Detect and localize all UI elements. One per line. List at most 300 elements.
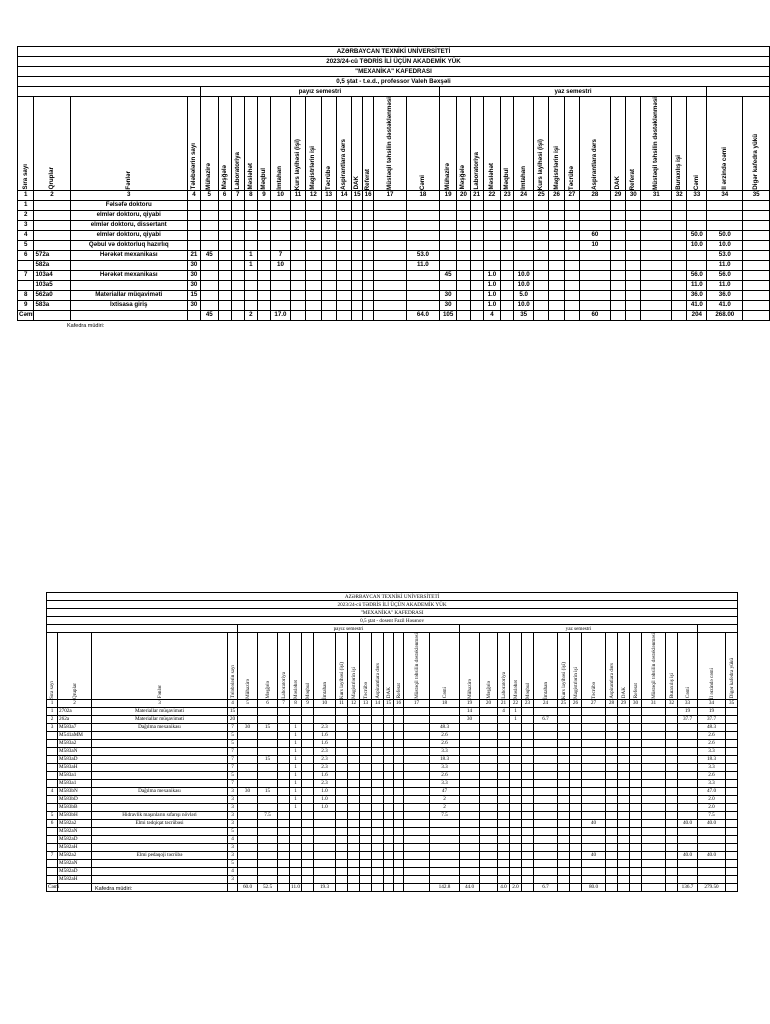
table-cell bbox=[360, 771, 372, 779]
column-header bbox=[439, 97, 457, 191]
table-cell bbox=[278, 731, 290, 739]
table-cell: 7 bbox=[47, 851, 58, 859]
table-cell bbox=[678, 867, 698, 875]
column-header bbox=[610, 97, 625, 191]
table-cell bbox=[641, 240, 672, 250]
total-cell bbox=[348, 883, 360, 891]
table-cell: 7.5 bbox=[698, 811, 726, 819]
table-cell bbox=[258, 715, 278, 723]
table-cell: 2.6 bbox=[430, 739, 460, 747]
table-row bbox=[18, 200, 770, 210]
table-cell bbox=[352, 210, 363, 220]
table-cell bbox=[558, 811, 570, 819]
table-cell bbox=[618, 747, 630, 755]
table-cell bbox=[534, 835, 558, 843]
column-number: 2 bbox=[34, 190, 70, 200]
table-cell bbox=[430, 715, 460, 723]
table-cell bbox=[374, 230, 407, 240]
table-cell: 47.0 bbox=[698, 787, 726, 795]
table-cell bbox=[306, 280, 321, 290]
table-cell bbox=[231, 220, 244, 230]
table-cell bbox=[582, 811, 606, 819]
total-cell bbox=[726, 883, 738, 891]
column-header bbox=[580, 97, 611, 191]
table-cell bbox=[336, 827, 348, 835]
table-row bbox=[18, 280, 770, 290]
table-cell bbox=[404, 747, 430, 755]
table-cell bbox=[348, 707, 360, 715]
table-cell bbox=[336, 707, 348, 715]
t1-title-line: "MEXANİKA" KAFEDRASI bbox=[18, 67, 770, 77]
table-cell bbox=[384, 763, 394, 771]
table-cell bbox=[278, 771, 290, 779]
table-cell bbox=[666, 811, 678, 819]
table-cell: 103a5 bbox=[34, 280, 70, 290]
total-cell: 45 bbox=[201, 310, 219, 320]
table-cell bbox=[480, 755, 498, 763]
table-cell bbox=[726, 723, 738, 731]
table-cell bbox=[238, 843, 258, 851]
table-cell bbox=[470, 270, 483, 280]
table-cell bbox=[360, 827, 372, 835]
total-cell: 268.00 bbox=[707, 310, 743, 320]
table-cell bbox=[336, 240, 351, 250]
table-cell: 4 bbox=[498, 707, 510, 715]
table-cell bbox=[278, 779, 290, 787]
table-cell bbox=[630, 859, 642, 867]
table-cell bbox=[348, 731, 360, 739]
table-cell bbox=[480, 715, 498, 723]
table-cell bbox=[290, 707, 302, 715]
table-cell bbox=[406, 280, 439, 290]
table-cell bbox=[257, 280, 270, 290]
table-cell bbox=[258, 867, 278, 875]
table-cell bbox=[510, 819, 522, 827]
table-cell bbox=[549, 240, 564, 250]
table-cell bbox=[314, 843, 336, 851]
table-cell bbox=[201, 220, 219, 230]
table-cell bbox=[642, 851, 666, 859]
table-cell bbox=[480, 731, 498, 739]
column-number: 10 bbox=[314, 699, 336, 707]
table-cell bbox=[549, 280, 564, 290]
table-cell bbox=[336, 875, 348, 883]
column-number: 14 bbox=[372, 699, 384, 707]
table-cell bbox=[290, 859, 302, 867]
column-header-label: Məqbul bbox=[524, 682, 531, 699]
table-cell bbox=[244, 200, 257, 210]
table-cell bbox=[384, 851, 394, 859]
table-cell bbox=[564, 290, 579, 300]
table-cell bbox=[258, 835, 278, 843]
column-header bbox=[290, 633, 302, 700]
table-cell bbox=[336, 290, 351, 300]
table-cell bbox=[460, 827, 480, 835]
table-cell bbox=[302, 747, 314, 755]
column-header bbox=[228, 633, 238, 700]
table-cell bbox=[336, 851, 348, 859]
table-cell bbox=[302, 843, 314, 851]
table-cell bbox=[336, 723, 348, 731]
table-cell bbox=[641, 200, 672, 210]
table-cell bbox=[641, 260, 672, 270]
table-cell bbox=[47, 859, 58, 867]
column-number: 26 bbox=[549, 190, 564, 200]
table-cell bbox=[372, 771, 384, 779]
table-cell bbox=[404, 803, 430, 811]
table-cell bbox=[404, 819, 430, 827]
table-cell bbox=[558, 827, 570, 835]
table-cell bbox=[187, 200, 200, 210]
column-number: 5 bbox=[238, 699, 258, 707]
table-cell bbox=[257, 250, 270, 260]
table-cell bbox=[394, 755, 404, 763]
table-cell bbox=[231, 200, 244, 210]
column-header-label: İmtahan bbox=[276, 166, 284, 190]
column-number: 3 bbox=[92, 699, 228, 707]
table-cell bbox=[218, 220, 231, 230]
table-cell bbox=[34, 200, 70, 210]
column-number: 27 bbox=[582, 699, 606, 707]
column-number: 33 bbox=[678, 699, 698, 707]
table-cell bbox=[457, 210, 470, 220]
table-cell bbox=[580, 260, 611, 270]
table-cell bbox=[238, 707, 258, 715]
table-cell: 40.0 bbox=[678, 819, 698, 827]
table-cell bbox=[522, 867, 534, 875]
table-cell bbox=[630, 739, 642, 747]
table-cell bbox=[460, 771, 480, 779]
table-cell bbox=[360, 787, 372, 795]
table-cell bbox=[404, 867, 430, 875]
table-cell bbox=[672, 230, 687, 240]
table-cell bbox=[348, 763, 360, 771]
column-number: 21 bbox=[498, 699, 510, 707]
table-cell bbox=[534, 723, 558, 731]
table-cell bbox=[406, 300, 439, 310]
table-cell bbox=[687, 210, 707, 220]
table-cell bbox=[306, 240, 321, 250]
table-cell bbox=[238, 875, 258, 883]
total-cell bbox=[610, 310, 625, 320]
table-cell: 40.0 bbox=[698, 851, 726, 859]
table-cell bbox=[678, 747, 698, 755]
table-cell bbox=[743, 200, 770, 210]
table-cell bbox=[498, 723, 510, 731]
table-cell: 3 bbox=[228, 819, 238, 827]
table-cell bbox=[570, 779, 582, 787]
table-cell bbox=[470, 200, 483, 210]
table-cell bbox=[384, 787, 394, 795]
table-cell bbox=[672, 260, 687, 270]
column-header-label: Məsləhət bbox=[512, 679, 519, 699]
column-number: 11 bbox=[336, 699, 348, 707]
total-cell bbox=[642, 883, 666, 891]
table-cell bbox=[372, 731, 384, 739]
table-cell bbox=[610, 240, 625, 250]
table-cell bbox=[606, 835, 618, 843]
total-cell bbox=[257, 310, 270, 320]
table-cell bbox=[610, 270, 625, 280]
table-cell bbox=[726, 787, 738, 795]
table-cell bbox=[642, 819, 666, 827]
table-cell: 48.3 bbox=[430, 723, 460, 731]
table-row bbox=[18, 290, 770, 300]
table-cell bbox=[570, 731, 582, 739]
column-number: 30 bbox=[626, 190, 641, 200]
table-cell bbox=[372, 755, 384, 763]
table-cell: M582aH bbox=[58, 843, 92, 851]
table-cell bbox=[672, 220, 687, 230]
column-number: 32 bbox=[672, 190, 687, 200]
table-cell bbox=[244, 270, 257, 280]
table-cell bbox=[558, 867, 570, 875]
spring-semester-label: yaz semestri bbox=[439, 87, 706, 97]
table-cell bbox=[404, 811, 430, 819]
table-cell bbox=[460, 851, 480, 859]
table-cell bbox=[372, 811, 384, 819]
table-cell bbox=[687, 200, 707, 210]
table-cell bbox=[483, 200, 501, 210]
column-number: 15 bbox=[384, 699, 394, 707]
table-cell bbox=[480, 851, 498, 859]
total-cell: 6.7 bbox=[534, 883, 558, 891]
table-cell bbox=[384, 747, 394, 755]
table-row bbox=[18, 260, 770, 270]
table-cell bbox=[352, 290, 363, 300]
table-cell bbox=[522, 835, 534, 843]
table-cell: 2 bbox=[430, 795, 460, 803]
table-cell bbox=[707, 220, 743, 230]
column-header-label: Məşğələ bbox=[220, 165, 228, 190]
total-cell bbox=[372, 883, 384, 891]
table-cell bbox=[460, 859, 480, 867]
table-cell: Fəlsəfə doktoru bbox=[70, 200, 187, 210]
column-header-label: Referat bbox=[632, 683, 639, 699]
table-cell bbox=[92, 747, 228, 755]
table-cell: 1 bbox=[290, 731, 302, 739]
column-number: 22 bbox=[483, 190, 501, 200]
table-cell bbox=[618, 827, 630, 835]
table-cell bbox=[257, 300, 270, 310]
table-cell bbox=[271, 200, 291, 210]
column-header bbox=[430, 633, 460, 700]
table-cell: 15 bbox=[258, 787, 278, 795]
column-header bbox=[278, 633, 290, 700]
table-cell bbox=[336, 859, 348, 867]
table-cell bbox=[626, 270, 641, 280]
t1-title-line: AZƏRBAYCAN TEXNİKİ UNİVERSİTETİ bbox=[18, 47, 770, 57]
table-cell bbox=[570, 835, 582, 843]
total-row bbox=[47, 883, 738, 891]
table-cell bbox=[258, 875, 278, 883]
column-header-label: Məsləhət bbox=[246, 163, 254, 190]
table-cell bbox=[290, 715, 302, 723]
table-cell bbox=[348, 803, 360, 811]
table-cell bbox=[630, 715, 642, 723]
table-cell: 40.0 bbox=[678, 851, 698, 859]
column-header bbox=[630, 633, 642, 700]
table-cell bbox=[348, 795, 360, 803]
table-cell bbox=[498, 867, 510, 875]
table-row bbox=[47, 851, 738, 859]
column-number: 20 bbox=[480, 699, 498, 707]
table-cell: 6.7 bbox=[534, 715, 558, 723]
table-cell bbox=[218, 230, 231, 240]
table-cell bbox=[430, 835, 460, 843]
column-header bbox=[372, 633, 384, 700]
table-cell bbox=[321, 300, 336, 310]
table-cell bbox=[618, 787, 630, 795]
total-cell bbox=[534, 310, 549, 320]
table-cell bbox=[394, 707, 404, 715]
table-cell bbox=[570, 715, 582, 723]
column-header-label: Magistrlərin işi bbox=[309, 146, 317, 190]
table-cell bbox=[238, 771, 258, 779]
total-cell bbox=[34, 310, 70, 320]
table-cell bbox=[666, 867, 678, 875]
table-cell bbox=[231, 260, 244, 270]
table-cell: Elmi tədqiqat təcrübəsi bbox=[92, 819, 228, 827]
table-cell bbox=[580, 290, 611, 300]
table-cell bbox=[336, 270, 351, 280]
table-cell bbox=[394, 811, 404, 819]
table-cell bbox=[278, 787, 290, 795]
table-cell bbox=[522, 827, 534, 835]
column-number: 17 bbox=[374, 190, 407, 200]
table-cell bbox=[582, 763, 606, 771]
table-cell bbox=[549, 250, 564, 260]
table-cell bbox=[271, 230, 291, 240]
workload-table-professor bbox=[17, 46, 770, 321]
table-cell bbox=[314, 867, 336, 875]
column-number: 23 bbox=[501, 190, 514, 200]
table-cell bbox=[278, 795, 290, 803]
table-cell bbox=[641, 290, 672, 300]
table-cell: 11.0 bbox=[687, 280, 707, 290]
table-cell bbox=[580, 300, 611, 310]
table-cell bbox=[404, 715, 430, 723]
column-number: 8 bbox=[290, 699, 302, 707]
table-cell bbox=[384, 715, 394, 723]
table-cell: 56.0 bbox=[687, 270, 707, 280]
table-cell bbox=[534, 200, 549, 210]
table-cell bbox=[606, 827, 618, 835]
table-cell: 1.6 bbox=[314, 731, 336, 739]
table-cell bbox=[47, 835, 58, 843]
column-header-label: Referat bbox=[395, 683, 402, 699]
column-header-label: Fənlər bbox=[156, 685, 163, 699]
table-cell bbox=[726, 779, 738, 787]
column-header-label: Məşğələ bbox=[459, 165, 467, 190]
column-number: 25 bbox=[534, 190, 549, 200]
table-cell bbox=[642, 723, 666, 731]
total-cell bbox=[278, 883, 290, 891]
table-cell bbox=[257, 260, 270, 270]
table-cell bbox=[564, 220, 579, 230]
table-cell bbox=[483, 260, 501, 270]
column-header-label: Digər kafedra yükü bbox=[752, 134, 760, 190]
column-header bbox=[218, 97, 231, 191]
column-number: 9 bbox=[302, 699, 314, 707]
table-cell: M583bD bbox=[58, 795, 92, 803]
column-header-label: Qruplar bbox=[71, 682, 78, 699]
table-cell bbox=[630, 827, 642, 835]
table-cell bbox=[290, 240, 305, 250]
table-cell bbox=[238, 747, 258, 755]
table-cell bbox=[372, 763, 384, 771]
table-cell bbox=[290, 270, 305, 280]
table-cell bbox=[510, 811, 522, 819]
table-cell bbox=[666, 803, 678, 811]
table-cell bbox=[302, 715, 314, 723]
table-cell bbox=[460, 731, 480, 739]
column-header bbox=[302, 633, 314, 700]
table-cell bbox=[483, 250, 501, 260]
table-cell bbox=[626, 290, 641, 300]
column-header-label: Təcrübə bbox=[567, 165, 575, 190]
column-header bbox=[321, 97, 336, 191]
table-cell bbox=[534, 210, 549, 220]
table-cell bbox=[278, 707, 290, 715]
table-cell bbox=[363, 220, 374, 230]
table-cell bbox=[630, 771, 642, 779]
table-cell bbox=[394, 731, 404, 739]
table-cell bbox=[47, 763, 58, 771]
table-cell bbox=[18, 260, 34, 270]
t2-department-head-label: Kafedra müdiri: bbox=[95, 886, 133, 892]
table-cell bbox=[618, 723, 630, 731]
table-cell: 2 bbox=[18, 210, 34, 220]
table-cell: 2.3 bbox=[314, 779, 336, 787]
table-cell bbox=[70, 280, 187, 290]
table-cell: 3.3 bbox=[430, 779, 460, 787]
table-cell: M582aN bbox=[58, 827, 92, 835]
column-header-label: İmtahan bbox=[321, 681, 328, 699]
table-cell bbox=[404, 851, 430, 859]
table-cell bbox=[47, 779, 58, 787]
table-cell bbox=[336, 811, 348, 819]
table-cell bbox=[726, 835, 738, 843]
table-cell bbox=[352, 220, 363, 230]
column-header-label: Məsləhət bbox=[487, 163, 495, 190]
total-cell: Cəmi bbox=[19, 311, 35, 319]
table-cell bbox=[558, 851, 570, 859]
table-cell bbox=[483, 240, 501, 250]
column-header-label: İl ərzində cəmi bbox=[708, 667, 715, 699]
table-cell bbox=[314, 875, 336, 883]
table-cell bbox=[564, 300, 579, 310]
table-cell bbox=[534, 827, 558, 835]
table-cell bbox=[501, 240, 514, 250]
column-number: 7 bbox=[278, 699, 290, 707]
table-cell bbox=[257, 220, 270, 230]
table-cell bbox=[404, 787, 430, 795]
table-cell bbox=[522, 771, 534, 779]
table-cell bbox=[258, 819, 278, 827]
column-header-label: İmtahan bbox=[519, 166, 527, 190]
table-cell bbox=[302, 707, 314, 715]
column-number: 29 bbox=[610, 190, 625, 200]
table-cell bbox=[394, 779, 404, 787]
table-cell bbox=[678, 771, 698, 779]
table-cell: 2.3 bbox=[314, 763, 336, 771]
table-cell: 47 bbox=[430, 787, 460, 795]
table-cell bbox=[360, 867, 372, 875]
table-cell: elmlər doktoru, qiyabi bbox=[70, 210, 187, 220]
table-cell: Hərəkət mexanikası bbox=[70, 270, 187, 280]
column-header-label: Qruplar bbox=[48, 167, 56, 190]
